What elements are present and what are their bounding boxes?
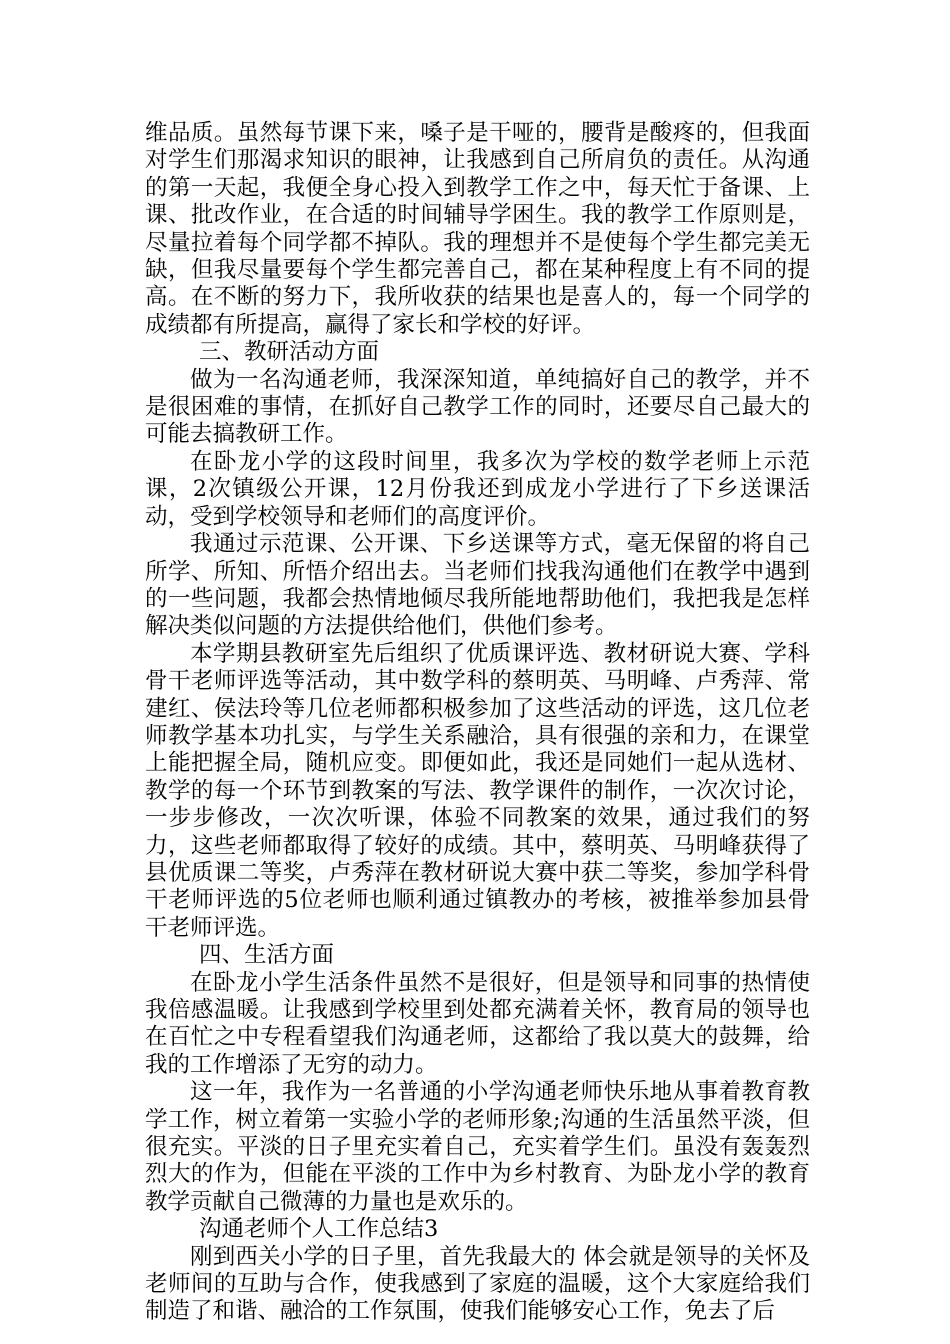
paragraph-life-2: 这一年，我作为一名普通的小学沟通老师快乐地从事着教育教学工作，树立着第一实验小学的老师形象;沟通的生活虽然平淡，但很充实。平淡的日子里充实着自己，充实着学生们。虽没有轰轰烈烈大的作为，但能在平淡的工作中为乡村教育、为卧龙小学的教育教学贡献自己微薄的力量也是欢乐的。 <box>145 1079 810 1215</box>
paragraph-summary-3-1: 刚到西关小学的日子里，首先我最大的 体会就是领导的关怀及老师间的互助与合作，使我感到了家庭的温暖，这个大家庭给我们制造了和谐、融洽的工作氛围，使我们能够安心工作，免去了后 <box>145 1243 810 1325</box>
paragraph-research-1: 做为一名沟通老师，我深深知道，单纯搞好自己的教学，并不是很困难的事情，在抓好自己教学工作的同时，还要尽自己最大的可能去搞教研工作。 <box>145 366 810 448</box>
document-page <box>145 120 810 1326</box>
section-heading-summary-3: 沟通老师个人工作总结3 <box>199 1216 439 1243</box>
paragraph-life-1: 在卧龙小学生活条件虽然不是很好，但是领导和同事的热情使我倍感温暖。让我感到学校里到处都充满着关怀，教育局的领导也在百忙之中专程看望我们沟通老师，这都给了我以莫大的鼓舞，给我的工作增添了无穷的动力。 <box>145 969 810 1078</box>
section-heading-life: 四、生活方面 <box>199 942 335 969</box>
paragraph-intro-continuation: 维品质。虽然每节课下来，嗓子是干哑的，腰背是酸疼的，但我面对学生们那渴求知识的眼神，让我感到自己所肩负的责任。从沟通的第一天起，我便全身心投入到教学工作之中，每天忙于备课、上课、批改作业，在合适的时间辅导学困生。我的教学工作原则是，尽量拉着每个同学都不掉队。我的理想并不是使每个学生都完美无缺，但我尽量要每个学生都完善自己，都在某种程度上有不同的提高。在不断的努力下，我所收获的结果也是喜人的，每一个同学的成绩都有所提高，赢得了家长和学校的好评。 <box>145 120 810 338</box>
paragraph-research-3: 我通过示范课、公开课、下乡送课等方式，毫无保留的将自己所学、所知、所悟介绍出去。当老师们找我沟通他们在教学中遇到的一些问题，我都会热情地倾尽我所能地帮助他们，我把我是怎样解决类似问题的方法提供给他们，供他们参考。 <box>145 531 810 640</box>
paragraph-research-4: 本学期县教研室先后组织了优质课评选、教材研说大赛、学科骨干老师评选等活动，其中数学科的蔡明英、马明峰、卢秀萍、常建红、侯法玲等几位老师都积极参加了这些活动的评选，这几位老师教学基本功扎实，与学生关系融洽，具有很强的亲和力，在课堂上能把握全局，随机应变。即便如此，我还是同她们一起从选材、教学的每一个环节到教案的写法、教学课件的制作，一次次讨论，一步步修改，一次次听课，体验不同教案的效果，通过我们的努力，这些老师都取得了较好的成绩。其中，蔡明英、马明峰获得了县优质课二等奖，卢秀萍在教材研说大赛中获二等奖，参加学科骨干老师评选的5位老师也顺利通过镇教办的考核，被推举参加县骨干老师评选。 <box>145 640 810 941</box>
paragraph-research-2: 在卧龙小学的这段时间里，我多次为学校的数学老师上示范课，2次镇级公开课，12月份我还到成龙小学进行了下乡送课活动，受到学校领导和老师们的高度评价。 <box>145 448 810 530</box>
section-heading-research: 三、教研活动方面 <box>199 339 380 366</box>
